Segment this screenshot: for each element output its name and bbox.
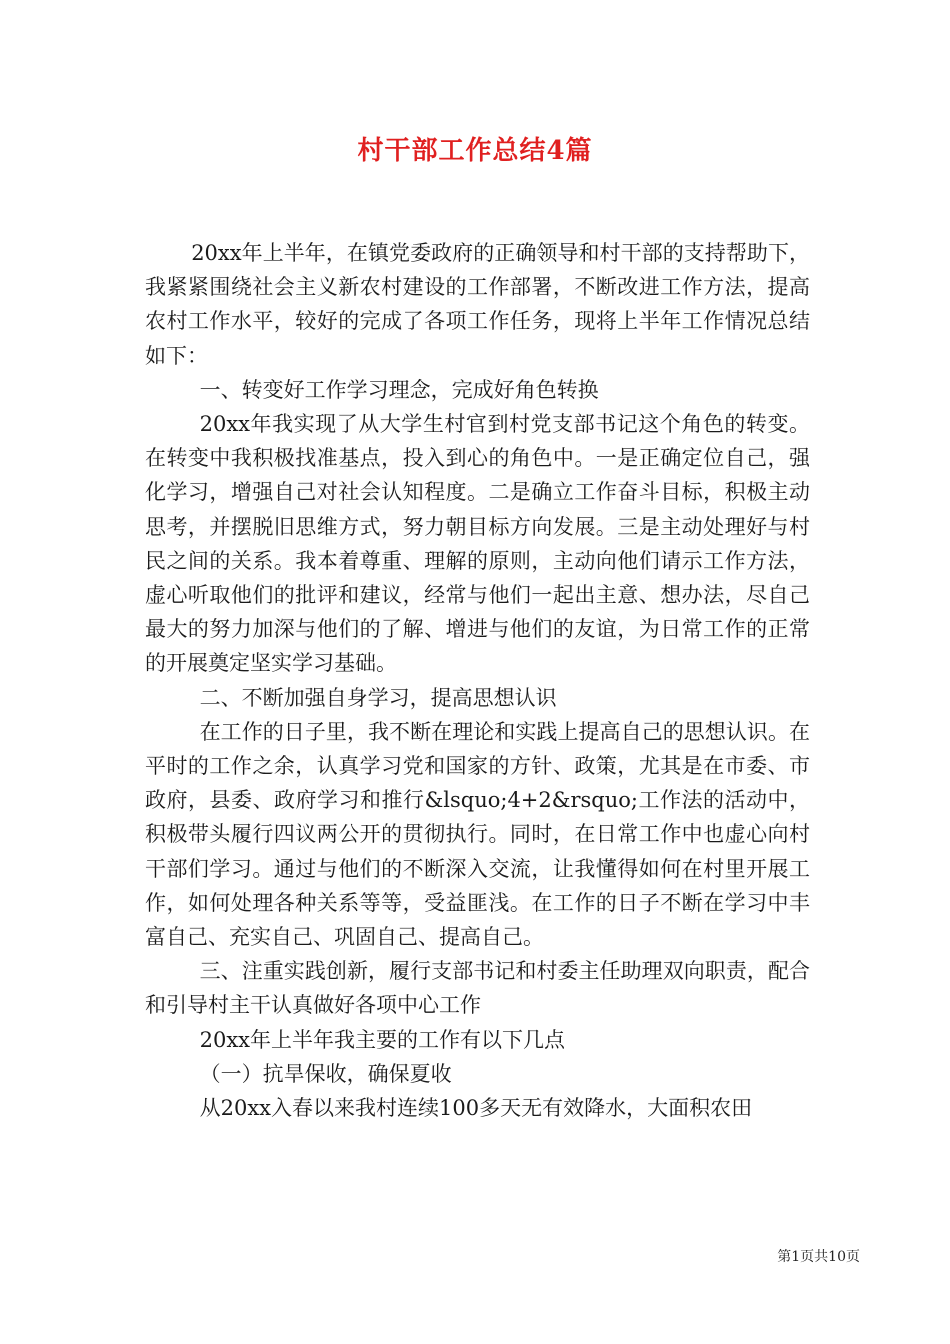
page-number: 第1页共10页: [777, 1249, 860, 1265]
section-heading-3: 三、注重实践创新，履行支部书记和村委主任助理双向职责，配合和引导村主干认真做好各项中心工作: [145, 959, 810, 1018]
paragraph-drought: 从20xx入春以来我村连续100多天无有效降水，大面积农田: [199, 1096, 753, 1121]
subsection-heading-1: （一）抗旱保收，确保夏收: [199, 1061, 452, 1086]
section-heading-1: 一、转变好工作学习理念，完成好角色转换: [199, 377, 599, 402]
paragraph-intro: 20xx年上半年，在镇党委政府的正确领导和村干部的支持帮助下，我紧紧围绕社会主义新农村建设的工作部署，不断改进工作方法，提高农村工作水平，较好的完成了各项工作任务，现将上半年工作情况总结如下：: [145, 241, 810, 368]
paragraph-section-1: 20xx年我实现了从大学生村官到村党支部书记这个角色的转变。在转变中我积极找准基点，投入到心的角色中。一是正确定位自己，强化学习，增强自己对社会认知程度。二是确立工作奋斗目标，积极主动思考，并摆脱旧思维方式，努力朝目标方向发展。三是主动处理好与村民之间的关系。我本着尊重、理解的原则，主动向他们请示工作方法，虚心听取他们的批评和建议，经常与他们一起出主意、想办法，尽自己最大的努力加深与他们的了解、增进与他们的友谊，为日常工作的正常的开展奠定坚实学习基础。: [145, 412, 810, 676]
paragraph-work-points: 20xx年上半年我主要的工作有以下几点: [199, 1027, 566, 1052]
document-title: 村干部工作总结4篇: [357, 136, 593, 166]
paragraph-section-2: 在工作的日子里，我不断在理论和实践上提高自己的思想认识。在平时的工作之余，认真学习党和国家的方针、政策，尤其是在市委、市政府，县委、政府学习和推行&lsquo;4+2&rsquo;工作法的活动中，积极带头履行四议两公开的贯彻执行。同时，在日常工作中也虚心向村干部们学习。通过与他们的不断深入交流，让我懂得如何在村里开展工作，如何处理各种关系等等，受益匪浅。在工作的日子不断在学习中丰富自己、充实自己、巩固自己、提高自己。: [145, 719, 810, 950]
section-heading-2: 二、不断加强自身学习，提高思想认识: [199, 685, 557, 710]
document-body: [145, 236, 810, 1125]
